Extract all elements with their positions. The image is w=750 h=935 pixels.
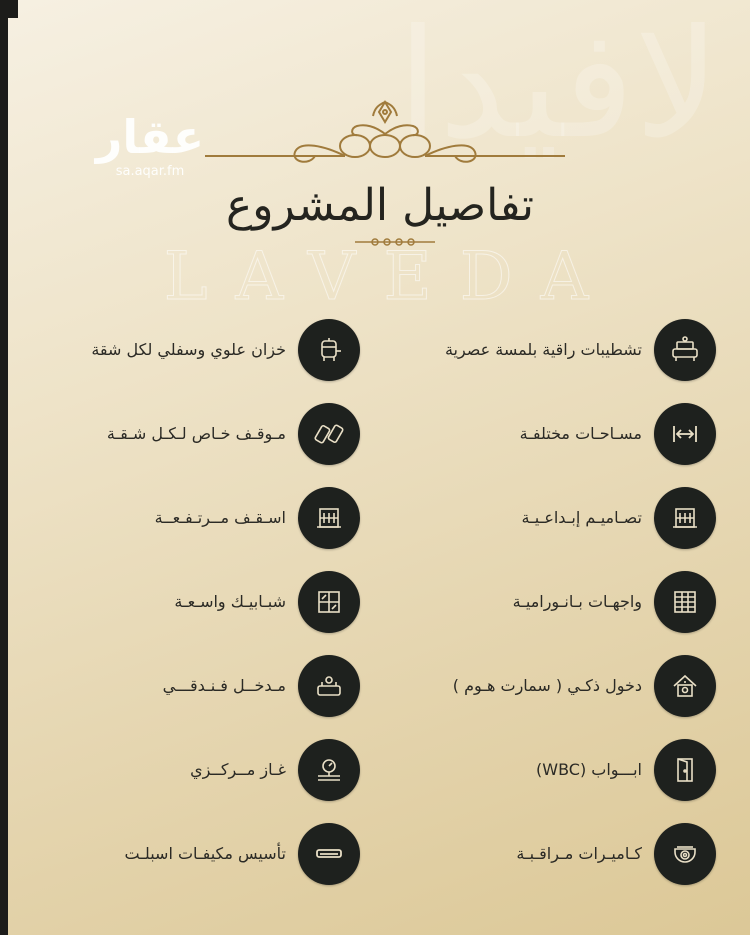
feature-label: مـوقـف خـاص لـكـل شـقـة <box>106 424 286 443</box>
feature-label: مسـاحـات مختلفـة <box>519 424 642 443</box>
feature-split-ac <box>30 823 360 885</box>
feature-designs <box>386 487 716 549</box>
resize-arrows-icon <box>654 403 716 465</box>
security-camera-icon <box>654 823 716 885</box>
smart-home-icon <box>654 655 716 717</box>
building-icon <box>654 487 716 549</box>
feature-doors <box>386 739 716 801</box>
feature-label: تشطيبات راقية بلمسة عصرية <box>444 340 642 359</box>
feature-label: تأسيس مكيفـات اسبلـت <box>124 844 286 863</box>
feature-finishing <box>386 319 716 381</box>
water-tank-icon <box>298 319 360 381</box>
feature-cameras <box>386 823 716 885</box>
feature-label: مـدخــل فـنـدقـــي <box>162 676 286 695</box>
feature-water-tank <box>30 319 360 381</box>
feature-label: كـاميـرات مـراقـبـة <box>516 844 642 863</box>
reception-icon <box>298 655 360 717</box>
aqar-logo <box>90 112 210 180</box>
page-title: تفاصيل المشروع <box>226 180 534 231</box>
feature-hotel-entrance <box>30 655 360 717</box>
feature-facades <box>386 571 716 633</box>
feature-label: اسـقـف مــرتـفـعــة <box>154 508 286 527</box>
feature-label: ابـــواب (WBC) <box>536 760 642 779</box>
air-conditioner-icon <box>298 823 360 885</box>
feature-label: غـاز مــركــزي <box>190 760 286 779</box>
feature-smart-entry <box>386 655 716 717</box>
feature-ceilings <box>30 487 360 549</box>
aqar-logo-url: sa.aqar.fm <box>115 164 185 179</box>
brand-watermark-arabic: لافيدا <box>397 0 720 172</box>
feature-areas <box>386 403 716 465</box>
feature-label: تصـاميـم إبـداعـيـة <box>521 508 642 527</box>
title-ornament-icon <box>205 96 565 170</box>
parking-icon <box>298 403 360 465</box>
window-icon <box>298 571 360 633</box>
feature-windows <box>30 571 360 633</box>
sofa-icon <box>654 319 716 381</box>
aqar-logo-word: عقار <box>95 110 205 164</box>
brand-watermark-latin: LAVEDA <box>163 238 617 315</box>
title-underline-ornament-icon <box>355 236 435 248</box>
feature-parking <box>30 403 360 465</box>
door-icon <box>654 739 716 801</box>
gas-meter-icon <box>298 739 360 801</box>
building-icon <box>298 487 360 549</box>
feature-label: خزان علوي وسفلي لكل شقة <box>91 340 286 359</box>
feature-label: واجهـات بـانـوراميـة <box>512 592 642 611</box>
feature-label: دخول ذكـي ( سمارت هـوم ) <box>452 676 642 695</box>
feature-central-gas <box>30 739 360 801</box>
feature-label: شبـابيـك واسـعـة <box>174 592 286 611</box>
corner-mark <box>0 0 18 18</box>
left-dark-strip <box>0 0 8 935</box>
window-blinds-icon <box>654 571 716 633</box>
